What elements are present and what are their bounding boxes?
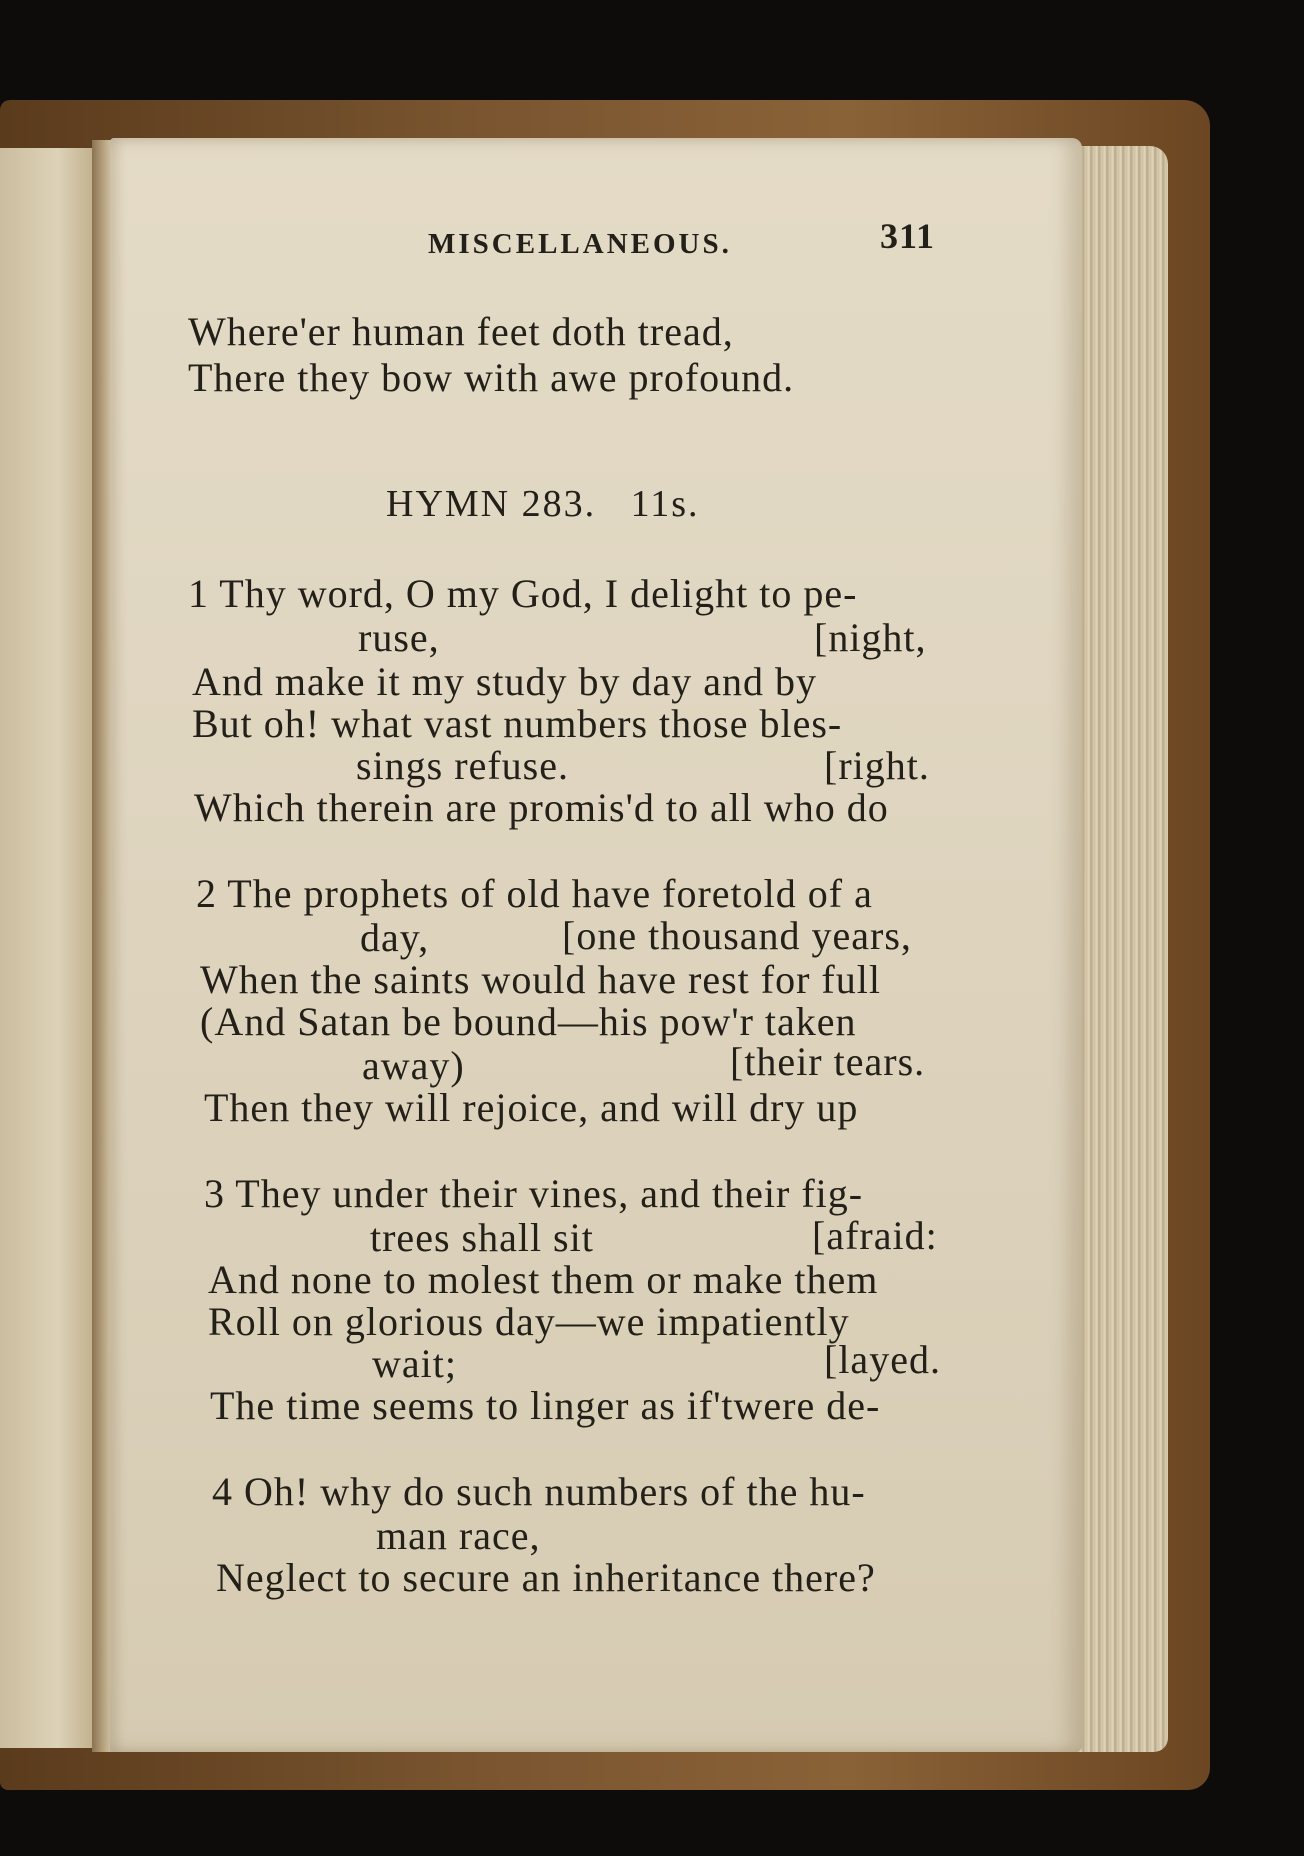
verse-line: Roll on glorious day—we impatiently (208, 1299, 850, 1344)
verse-line: wait; (372, 1341, 457, 1386)
verse-line: The time seems to linger as if'twere de- (210, 1383, 881, 1428)
verse-line: 2 The prophets of old have foretold of a (196, 871, 873, 916)
page-edges (1070, 146, 1168, 1752)
verse-line: [layed. (824, 1337, 941, 1382)
verse-line: [right. (824, 743, 930, 788)
verse-line: day, (360, 915, 430, 960)
verse-line: 4 Oh! why do such numbers of the hu- (212, 1469, 866, 1514)
verse-line: sings refuse. (356, 743, 569, 788)
verse-line: But oh! what vast numbers those bles- (192, 701, 843, 746)
hymn-title: HYMN 283. 11s. (386, 483, 700, 525)
carryover-line: Where'er human feet doth tread, (188, 309, 734, 354)
verse-line: And make it my study by day and by (192, 659, 818, 704)
verse-line: man race, (376, 1513, 541, 1558)
verse-line: Neglect to secure an inheritance there? (216, 1555, 876, 1600)
verse-line: 1 Thy word, O my God, I delight to pe- (188, 571, 858, 616)
verse-line: trees shall sit (370, 1215, 594, 1260)
verse-line: [one thousand years, (562, 913, 912, 958)
verse-line: [night, (814, 615, 927, 660)
verse-line: [their tears. (730, 1039, 926, 1084)
verse-line: Which therein are promis'd to all who do (194, 785, 889, 830)
left-page-edge (0, 148, 99, 1748)
verse-line: When the saints would have rest for full (200, 957, 881, 1002)
verse-line: away) (362, 1043, 465, 1088)
running-head: MISCELLANEOUS. (428, 228, 732, 260)
verse-line: [afraid: (812, 1213, 938, 1258)
verse-line: And none to molest them or make them (208, 1257, 879, 1302)
carryover-line: There they bow with awe profound. (188, 355, 795, 400)
page-number: 311 (880, 216, 936, 256)
verse-line: (And Satan be bound—his pow'r taken (200, 999, 857, 1044)
verse-line: ruse, (358, 615, 440, 660)
verse-line: Then they will rejoice, and will dry up (204, 1085, 859, 1130)
verse-line: 3 They under their vines, and their fig- (204, 1171, 864, 1216)
